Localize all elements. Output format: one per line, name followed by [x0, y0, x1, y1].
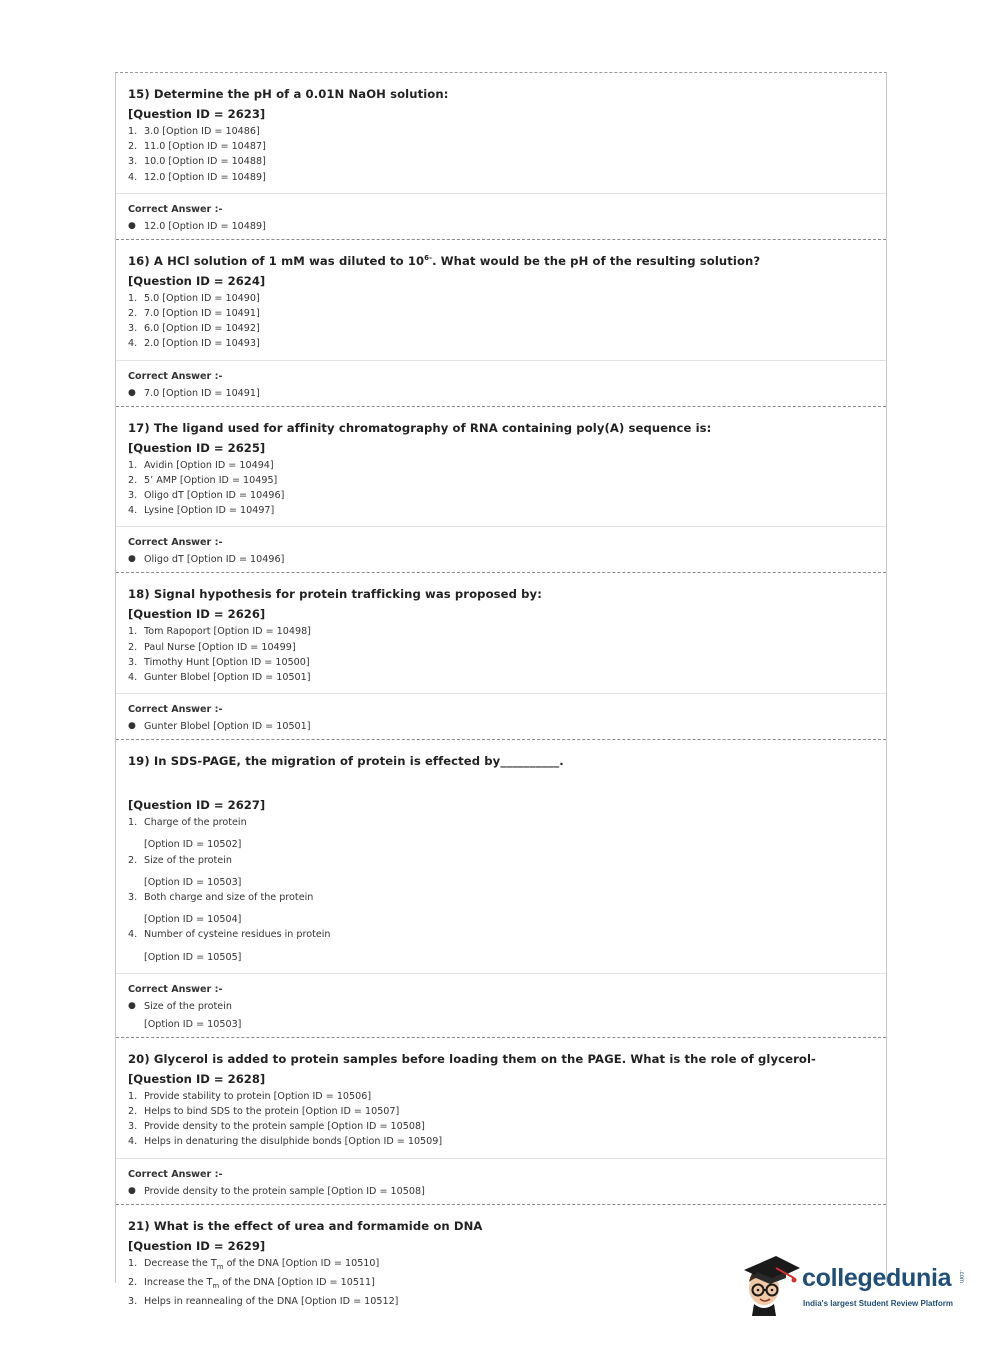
option-item: 2. Paul Nurse [Option ID = 10499] [128, 641, 296, 653]
question-title: 20) Glycerol is added to protein samples before loading them on the PAGE. What is the role of glycerol- [128, 1051, 816, 1066]
question-block-19 [116, 740, 886, 1038]
options-list [128, 624, 874, 685]
question-title: 15) Determine the pH of a 0.01N NaOH solution: [128, 87, 449, 101]
option-item: 1. Tom Rapoport [Option ID = 10498] [128, 626, 311, 638]
question-title: 17) The ligand used for affinity chromatography of RNA containing poly(A) sequence is: [128, 420, 712, 435]
question-id: [Question ID = 2623] [128, 107, 266, 121]
question-title: 16) A HCl solution of 1 mM was diluted to $10^{6-}$. What would be the pH of the resulting solution? [128, 253, 761, 268]
option-item: 2. Size of the protein [Option ID = 10503] [128, 854, 242, 888]
option-item: 4. Number of cysteine residues in protein [Option ID = 10505] [128, 929, 331, 963]
question-id: [Question ID = 2625] [128, 440, 266, 455]
question-id: [Question ID = 2627] [128, 798, 266, 813]
correct-answer-value: ● Gunter Blobel [Option ID = 10501] [128, 721, 311, 733]
option-item: 4. 2.0 [Option ID = 10493] [128, 338, 260, 350]
bullet-icon: ● [128, 1000, 136, 1011]
bullet-icon: ● [128, 1185, 136, 1196]
correct-answer-section [116, 693, 886, 739]
option-item: 3. Provide density to the protein sample [Option ID = 10508] [128, 1121, 425, 1133]
option-item: 3. Helps in reannealing of the DNA [Option ID = 10512] [128, 1295, 399, 1307]
correct-answer-label: Correct Answer :- [128, 983, 223, 995]
mascot-icon [742, 1248, 804, 1318]
question-title: 21) What is the effect of urea and formamide on DNA [128, 1218, 483, 1233]
question-id: [Question ID = 2628] [128, 1071, 266, 1086]
option-item: 3. Timothy Hunt [Option ID = 10500] [128, 656, 310, 668]
option-item: 4. 12.0 [Option ID = 10489] [128, 171, 266, 183]
correct-answer-section [116, 193, 886, 239]
option-item: 4. Lysine [Option ID = 10497] [128, 505, 275, 517]
correct-answer-value: ● Oligo dT [Option ID = 10496] [128, 554, 285, 566]
bullet-icon: ● [128, 721, 136, 732]
option-item: 4. Helps in denaturing the disulphide bonds [Option ID = 10509] [128, 1136, 443, 1148]
option-item: 2. 11.0 [Option ID = 10487] [128, 141, 266, 153]
correct-answer-value: ● Provide density to the protein sample [Option ID = 10508] [128, 1185, 425, 1197]
options-list [128, 458, 874, 519]
option-item: 3. Both charge and size of the protein [Option ID = 10504] [128, 892, 314, 926]
option-item: 2. 5’ AMP [Option ID = 10495] [128, 474, 278, 486]
question-id: [Question ID = 2629] [128, 1238, 266, 1253]
brand-domain: .com [958, 1270, 964, 1284]
options-list [128, 291, 874, 352]
brand-name: collegedunia [802, 1264, 952, 1292]
correct-answer-section [116, 973, 886, 1037]
brand-tagline: India's largest Student Review Platform [803, 1299, 953, 1308]
option-item: 1. Provide stability to protein [Option ID = 10506] [128, 1090, 372, 1102]
correct-answer-label: Correct Answer :- [128, 1168, 223, 1180]
options-list [128, 815, 874, 965]
correct-answer-section [116, 1158, 886, 1204]
option-item: 2. 7.0 [Option ID = 10491] [128, 308, 260, 320]
correct-answer-section [116, 526, 886, 572]
correct-answer-value: ● Size of the protein [Option ID = 10503] [128, 1000, 242, 1030]
option-item: 1. Avidin [Option ID = 10494] [128, 459, 274, 471]
correct-answer-value: ● 12.0 [Option ID = 10489] [128, 220, 266, 232]
option-item: 3. 10.0 [Option ID = 10488] [128, 156, 266, 168]
correct-answer-label: Correct Answer :- [128, 704, 223, 716]
question-block-16 [116, 240, 886, 407]
correct-answer-label: Correct Answer :- [128, 537, 223, 549]
options-list [128, 124, 874, 185]
options-list [128, 1089, 874, 1150]
option-item: 1. Decrease the $T_m$ of the DNA [Option ID = 10510] [128, 1257, 380, 1271]
question-block-15 [116, 73, 886, 240]
collegedunia-logo[interactable] [742, 1248, 972, 1318]
question-block-20 [116, 1038, 886, 1205]
option-item: 3. 6.0 [Option ID = 10492] [128, 323, 260, 335]
correct-answer-label: Correct Answer :- [128, 203, 223, 215]
option-item: 2. Increase the $T_m$ of the DNA [Option ID = 10511] [128, 1276, 375, 1290]
correct-answer-section [116, 360, 886, 406]
option-item: 1. 5.0 [Option ID = 10490] [128, 292, 260, 304]
question-block-17 [116, 407, 886, 574]
bullet-icon: ● [128, 554, 136, 565]
correct-answer-label: Correct Answer :- [128, 370, 223, 382]
question-id: [Question ID = 2624] [128, 273, 266, 288]
question-title: 19) In SDS-PAGE, the migration of protein is effected by__________. [128, 754, 564, 769]
option-item: 1. Charge of the protein [Option ID = 10502] [128, 817, 247, 851]
question-id: [Question ID = 2626] [128, 607, 266, 622]
bullet-icon: ● [128, 387, 136, 398]
question-title: 18) Signal hypothesis for protein trafficking was proposed by: [128, 587, 542, 602]
option-item: 4. Gunter Blobel [Option ID = 10501] [128, 672, 311, 684]
question-block-18 [116, 573, 886, 740]
correct-answer-value: ● 7.0 [Option ID = 10491] [128, 387, 260, 399]
option-item: 1. 3.0 [Option ID = 10486] [128, 126, 260, 137]
option-item: 3. Oligo dT [Option ID = 10496] [128, 490, 285, 502]
option-item: 2. Helps to bind SDS to the protein [Option ID = 10507] [128, 1106, 400, 1118]
bullet-icon: ● [128, 220, 136, 231]
